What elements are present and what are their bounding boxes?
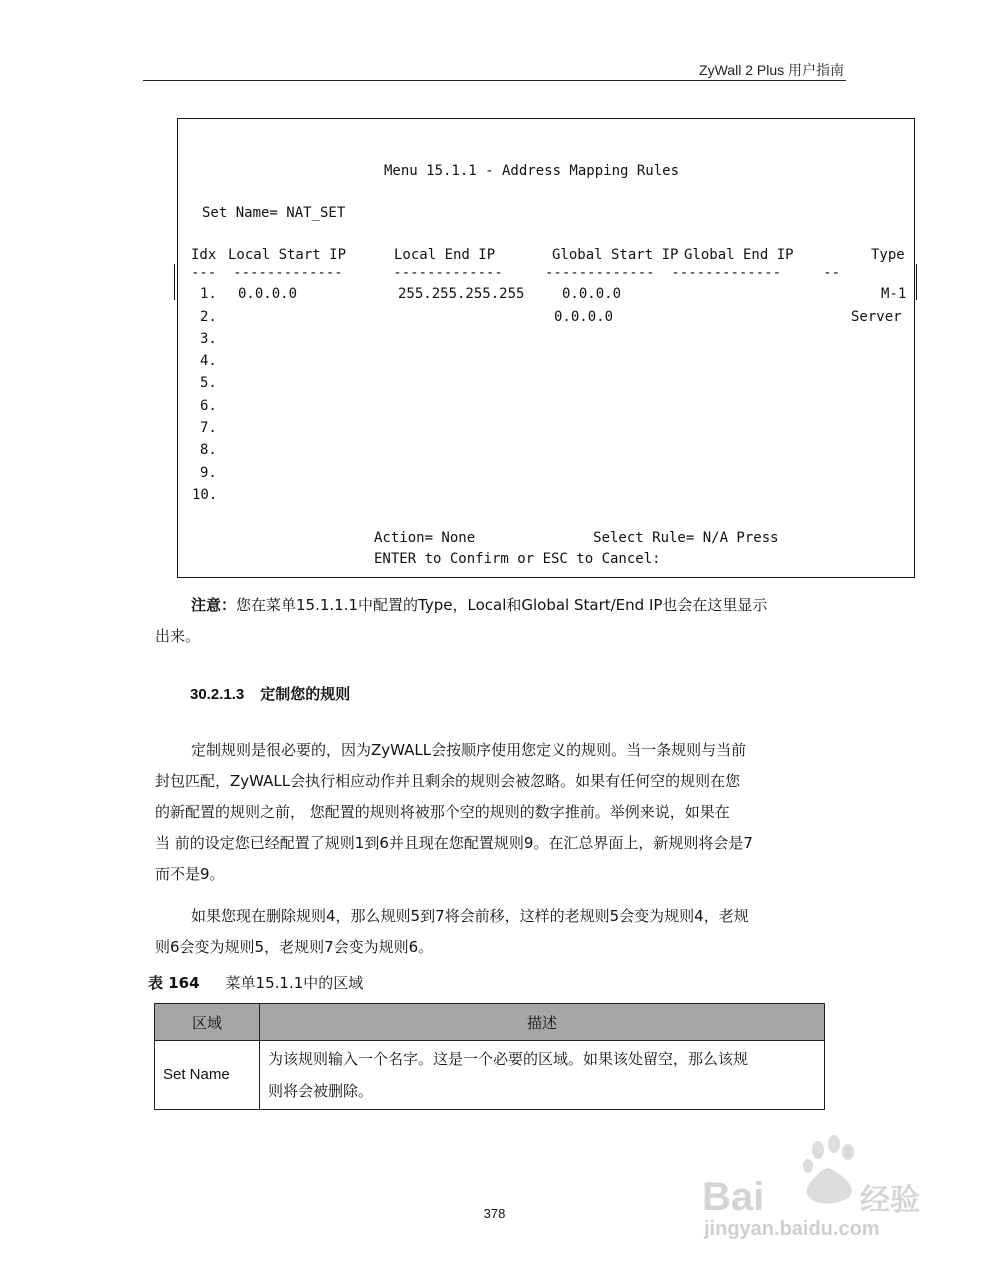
menu-title: Menu 15.1.1 - Address Mapping Rules <box>384 163 680 179</box>
row-idx: 6. <box>200 398 217 414</box>
table-row <box>155 1041 825 1110</box>
terminal-screen <box>177 118 915 578</box>
note-label: 注意： <box>191 596 237 614</box>
description-line: 则将会被删除。 <box>268 1082 374 1100</box>
dash-line: --- ------------- ------------- ------------- ------------- -- <box>191 265 841 281</box>
col-header-global-end: Global End IP <box>684 247 794 263</box>
field-name-cell: Set Name <box>155 1041 260 1110</box>
terminal-left-mark <box>174 264 175 300</box>
row-idx: 7. <box>200 420 217 436</box>
row-local-end: 255.255.255.255 <box>398 286 525 302</box>
row-idx: 1. <box>200 286 217 302</box>
col-header-idx: Idx <box>191 247 217 263</box>
terminal-right-mark <box>916 264 917 300</box>
paragraph-1 <box>155 735 845 890</box>
col-header-global-start: Global Start IP <box>552 247 679 263</box>
header-rule <box>143 80 846 81</box>
row-local-start: 0.0.0.0 <box>238 286 298 302</box>
col-header-local-start: Local Start IP <box>228 247 347 263</box>
table-caption-label: 表 164 <box>148 974 200 992</box>
row-global-start: 0.0.0.0 <box>562 286 622 302</box>
baidu-watermark-logo <box>700 1128 930 1218</box>
col-header-local-end: Local End IP <box>394 247 496 263</box>
section-number: 30.2.1.3 <box>190 686 245 703</box>
paragraph-line: 则6会变为规则5，老规则7会变为规则6。 <box>155 938 434 956</box>
page-number: 378 <box>483 1206 506 1221</box>
column-header-field: 区域 <box>155 1004 260 1041</box>
row-idx: 10. <box>192 487 218 503</box>
svg-text:Bai: Bai <box>702 1175 765 1218</box>
set-name-line: Set Name= NAT_SET <box>202 205 346 221</box>
paragraph-2 <box>155 901 845 963</box>
section-heading <box>190 683 350 704</box>
paragraph-line: 而不是9。 <box>155 865 225 883</box>
row-global-start: 0.0.0.0 <box>554 309 614 325</box>
paragraph-line: 当 前的设定您已经配置了规则1到6并且现在您配置规则9。在汇总界面上，新规则将会是7 <box>155 834 753 852</box>
description-line: 为该规则输入一个名字。这是一个必要的区域。如果该处留空，那么该规 <box>268 1050 749 1068</box>
fields-table <box>154 1003 825 1110</box>
row-idx: 2. <box>200 309 217 325</box>
row-idx: 3. <box>200 331 217 347</box>
row-idx: 4. <box>200 353 217 369</box>
watermark-url: jingyan.baidu.com <box>704 1218 880 1240</box>
header-title: ZyWall 2 Plus 用户指南 <box>699 62 844 78</box>
table-caption <box>148 972 363 993</box>
column-header-description: 描述 <box>260 1004 825 1041</box>
paragraph-line: 定制规则是很必要的，因为ZyWALL会按顺序使用您定义的规则。当一条规则与当前 <box>191 741 747 759</box>
row-type: M-1 <box>881 286 907 302</box>
note-text: 您在菜单15.1.1.1中配置的Type，Local和Global Start/End IP也会在这里显示 <box>236 596 768 614</box>
note-paragraph <box>155 590 845 652</box>
table-caption-text: 菜单15.1.1中的区域 <box>225 974 364 992</box>
row-idx: 8. <box>200 442 217 458</box>
col-header-type: Type <box>871 247 905 263</box>
action-line: Action= None Select Rule= N/A Press <box>374 530 779 546</box>
row-type: Server <box>851 309 902 325</box>
paragraph-line: 如果您现在删除规则4，那么规则5到7将会前移，这样的老规则5会变为规则4，老规 <box>191 907 749 925</box>
paragraph-line: 的新配置的规则之前， 您配置的规则将被那个空的规则的数字推前。举例来说，如果在 <box>155 803 730 821</box>
svg-text:经验: 经验 <box>860 1184 920 1217</box>
row-idx: 5. <box>200 375 217 391</box>
confirm-line: ENTER to Confirm or ESC to Cancel: <box>374 551 661 567</box>
note-text-cont: 出来。 <box>155 627 201 645</box>
section-title: 定制您的规则 <box>260 685 351 703</box>
table-header-row <box>155 1004 825 1041</box>
paragraph-line: 封包匹配，ZyWALL会执行相应动作并且剩余的规则会被忽略。如果有任何空的规则在您 <box>155 772 741 790</box>
field-description-cell <box>260 1041 825 1110</box>
row-idx: 9. <box>200 465 217 481</box>
